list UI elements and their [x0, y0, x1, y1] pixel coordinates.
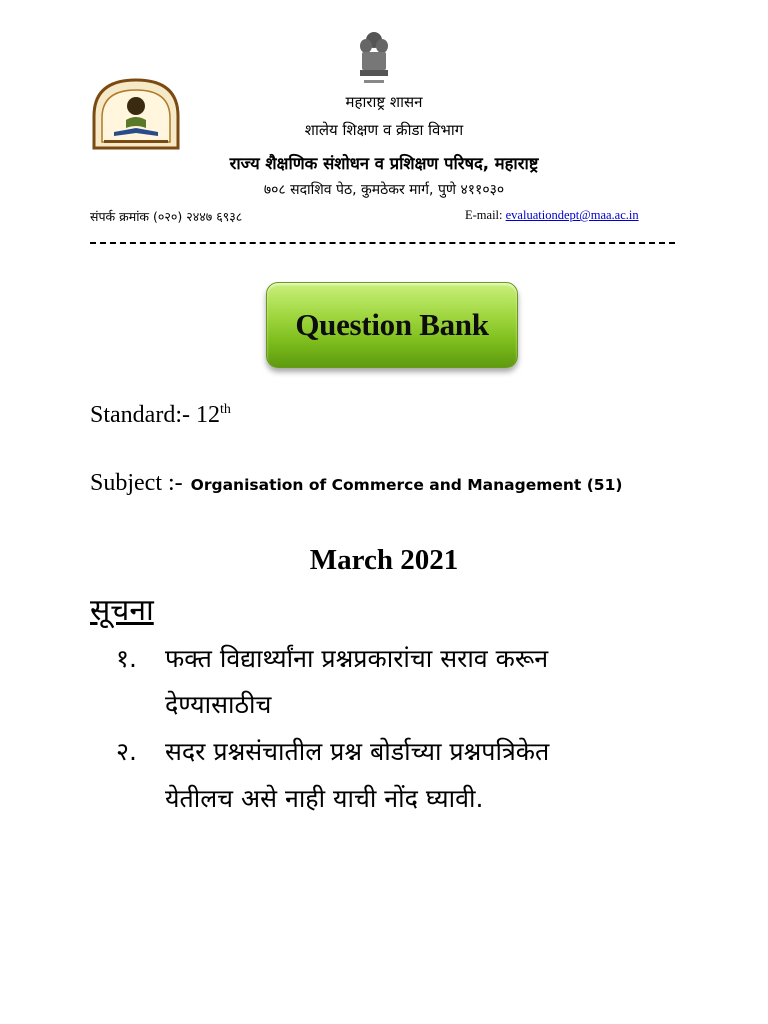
standard-label: Standard:- 12: [90, 402, 220, 428]
subject-label: Subject :-: [90, 470, 183, 496]
dashed-divider: [90, 242, 675, 244]
subject-line: [90, 470, 622, 497]
instruction-number-2: २.: [116, 737, 137, 766]
exam-date: March 2021: [309, 544, 459, 576]
contact-number: संपर्क क्रमांक (०२०) २४४७ ६९३८: [90, 209, 243, 224]
instruction-number-1: १.: [116, 644, 137, 673]
instructions-heading: सूचना: [90, 593, 154, 628]
instruction-2-line-2: येतीलच असे नाही याची नोंद घ्यावी.: [165, 784, 484, 813]
instruction-2-line-1: सदर प्रश्नसंचातील प्रश्न बोर्डाच्या प्रश्नपत्रिकेत: [165, 737, 550, 766]
email-link[interactable]: evaluationdept@maa.ac.in: [505, 208, 639, 222]
instruction-1-line-2: देण्यासाठीच: [165, 690, 272, 719]
question-bank-label: Question Bank: [295, 307, 489, 342]
national-emblem-icon: [354, 30, 394, 88]
standard-sup: th: [219, 402, 231, 417]
instruction-1-line-1: फक्त विद्यार्थ्यांना प्रश्नप्रकारांचा सराव करून: [165, 644, 549, 673]
question-bank-button: [266, 282, 518, 368]
email-label: E-mail:: [465, 208, 503, 222]
subject-value: Organisation of Commerce and Management (51): [190, 476, 623, 494]
header-line-council: राज्य शैक्षणिक संशोधन व प्रशिक्षण परिषद, महाराष्ट्र: [229, 154, 539, 173]
header-address: ७०८ सदाशिव पेठ, कुमठेकर मार्ग, पुणे ४११०३०: [263, 182, 505, 198]
standard-line: [90, 402, 231, 429]
header-line-dept: शालेय शिक्षण व क्रीडा विभाग: [304, 121, 464, 139]
header-line-govt: महाराष्ट्र शासन: [345, 93, 423, 111]
email-block: [465, 208, 639, 223]
